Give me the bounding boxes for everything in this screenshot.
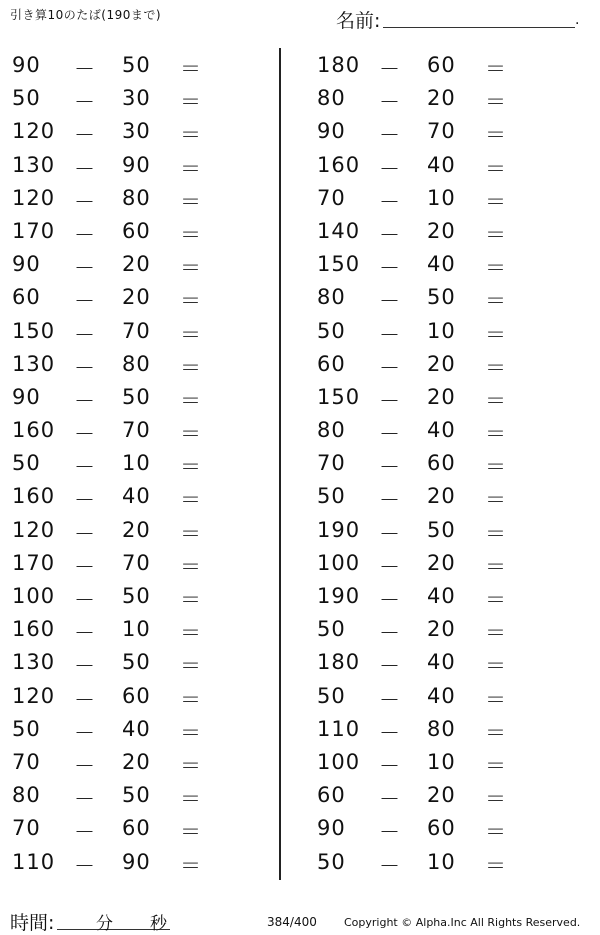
subtrahend: 50 <box>122 384 151 409</box>
subtrahend: 40 <box>427 650 456 675</box>
subtrahend: 20 <box>427 384 456 409</box>
equals-sign: ＝ <box>485 256 507 281</box>
minuend: 50 <box>317 484 346 509</box>
minus-sign: － <box>74 853 96 878</box>
minus-sign: － <box>379 355 401 380</box>
minuend: 170 <box>12 218 56 243</box>
equals-sign: ＝ <box>485 687 507 712</box>
minus-sign: － <box>74 787 96 812</box>
equals-sign: ＝ <box>180 322 202 347</box>
minus-sign: － <box>379 720 401 745</box>
minus-sign: － <box>379 853 401 878</box>
minuend: 60 <box>317 783 346 808</box>
equals-sign: ＝ <box>485 90 507 115</box>
subtrahend: 40 <box>122 716 151 741</box>
subtrahend: 40 <box>427 252 456 277</box>
minus-sign: － <box>74 322 96 347</box>
equals-sign: ＝ <box>180 488 202 513</box>
minus-sign: － <box>74 57 96 81</box>
equals-sign: ＝ <box>485 488 507 513</box>
subtrahend: 60 <box>427 53 456 77</box>
equals-sign: ＝ <box>180 654 202 679</box>
equals-sign: ＝ <box>485 422 507 447</box>
subtrahend: 20 <box>122 252 151 277</box>
minus-sign: － <box>74 455 96 480</box>
minus-sign: － <box>379 156 401 181</box>
minus-sign: － <box>74 654 96 679</box>
minus-sign: － <box>74 521 96 546</box>
subtrahend: 50 <box>122 650 151 675</box>
subtrahend: 20 <box>122 285 151 310</box>
minuend: 180 <box>317 650 361 675</box>
minus-sign: － <box>379 787 401 812</box>
subtrahend: 20 <box>427 86 456 111</box>
minuend: 110 <box>317 716 361 741</box>
equals-sign: ＝ <box>485 820 507 845</box>
worksheet-title: 引き算10のたば(190まで) <box>10 8 162 22</box>
seconds-unit: 秒 <box>150 914 167 934</box>
page-number: 384/400 <box>267 915 317 929</box>
equals-sign: ＝ <box>485 753 507 778</box>
subtrahend: 20 <box>427 617 456 642</box>
minuend: 70 <box>12 816 41 841</box>
name-field-line[interactable] <box>383 27 575 28</box>
subtrahend: 40 <box>427 584 456 608</box>
minuend: 180 <box>317 53 361 77</box>
equals-sign: ＝ <box>180 455 202 480</box>
subtrahend: 70 <box>122 550 151 575</box>
minus-sign: － <box>379 422 401 447</box>
equals-sign: ＝ <box>180 753 202 778</box>
copyright-text: Copyright © Alpha.Inc All Rights Reserved. <box>344 916 581 929</box>
minuend: 70 <box>12 749 41 774</box>
minus-sign: － <box>379 90 401 115</box>
minus-sign: － <box>74 820 96 845</box>
minus-sign: － <box>74 189 96 214</box>
subtrahend: 20 <box>427 351 456 376</box>
subtrahend: 20 <box>427 218 456 243</box>
subtrahend: 60 <box>122 683 151 708</box>
subtrahend: 20 <box>427 550 456 575</box>
equals-sign: ＝ <box>485 554 507 579</box>
subtrahend: 60 <box>122 218 151 243</box>
minuend: 60 <box>317 351 346 376</box>
subtrahend: 30 <box>122 86 151 111</box>
minuend: 50 <box>317 849 346 874</box>
minus-sign: － <box>379 654 401 679</box>
minuend: 80 <box>317 418 346 443</box>
equals-sign: ＝ <box>180 156 202 181</box>
minuend: 90 <box>317 119 346 144</box>
equals-sign: ＝ <box>485 455 507 480</box>
minus-sign: － <box>74 355 96 380</box>
minus-sign: － <box>74 289 96 314</box>
minus-sign: － <box>379 289 401 314</box>
minus-sign: － <box>379 123 401 148</box>
subtrahend: 90 <box>122 152 151 177</box>
name-label: 名前: <box>336 10 381 32</box>
subtrahend: 10 <box>427 749 456 774</box>
subtrahend: 10 <box>122 617 151 642</box>
equals-sign: ＝ <box>485 189 507 214</box>
minus-sign: － <box>74 90 96 115</box>
subtrahend: 10 <box>427 185 456 210</box>
subtrahend: 70 <box>427 119 456 144</box>
minus-sign: － <box>74 554 96 579</box>
minutes-unit: 分 <box>96 914 113 934</box>
minuend: 190 <box>317 584 361 608</box>
minuend: 110 <box>12 849 56 874</box>
minuend: 50 <box>317 683 346 708</box>
minus-sign: － <box>379 554 401 579</box>
minus-sign: － <box>74 256 96 281</box>
equals-sign: ＝ <box>485 222 507 247</box>
equals-sign: ＝ <box>180 787 202 812</box>
equals-sign: ＝ <box>180 853 202 878</box>
minuend: 160 <box>12 418 56 443</box>
minus-sign: － <box>379 57 401 81</box>
subtrahend: 80 <box>427 716 456 741</box>
minus-sign: － <box>74 588 96 612</box>
minus-sign: － <box>379 488 401 513</box>
minuend: 160 <box>12 484 56 509</box>
minus-sign: － <box>74 123 96 148</box>
minus-sign: － <box>379 753 401 778</box>
minus-sign: － <box>74 753 96 778</box>
equals-sign: ＝ <box>180 588 202 612</box>
minuend: 60 <box>12 285 41 310</box>
minus-sign: － <box>74 621 96 646</box>
minuend: 50 <box>317 318 346 343</box>
equals-sign: ＝ <box>180 123 202 148</box>
minus-sign: － <box>379 521 401 546</box>
minuend: 100 <box>317 749 361 774</box>
equals-sign: ＝ <box>180 90 202 115</box>
minus-sign: － <box>379 256 401 281</box>
minuend: 120 <box>12 517 56 542</box>
minuend: 90 <box>12 384 41 409</box>
equals-sign: ＝ <box>180 256 202 281</box>
minus-sign: － <box>379 588 401 612</box>
minuend: 50 <box>317 617 346 642</box>
minus-sign: － <box>379 222 401 247</box>
subtrahend: 20 <box>122 749 151 774</box>
minuend: 120 <box>12 185 56 210</box>
equals-sign: ＝ <box>485 588 507 612</box>
equals-sign: ＝ <box>180 521 202 546</box>
minus-sign: － <box>379 189 401 214</box>
subtrahend: 60 <box>427 451 456 476</box>
subtrahend: 50 <box>427 285 456 310</box>
minuend: 140 <box>317 218 361 243</box>
subtrahend: 60 <box>427 816 456 841</box>
subtrahend: 80 <box>122 351 151 376</box>
equals-sign: ＝ <box>485 654 507 679</box>
minus-sign: － <box>379 621 401 646</box>
equals-sign: ＝ <box>180 189 202 214</box>
minuend: 100 <box>12 584 56 608</box>
equals-sign: ＝ <box>485 289 507 314</box>
minuend: 90 <box>12 53 41 77</box>
minus-sign: － <box>74 488 96 513</box>
minuend: 100 <box>317 550 361 575</box>
equals-sign: ＝ <box>485 521 507 546</box>
subtrahend: 10 <box>427 849 456 874</box>
equals-sign: ＝ <box>485 355 507 380</box>
equals-sign: ＝ <box>180 289 202 314</box>
equals-sign: ＝ <box>485 156 507 181</box>
minuend: 130 <box>12 650 56 675</box>
minuend: 130 <box>12 351 56 376</box>
minus-sign: － <box>74 156 96 181</box>
equals-sign: ＝ <box>180 687 202 712</box>
subtrahend: 70 <box>122 318 151 343</box>
equals-sign: ＝ <box>180 57 202 81</box>
equals-sign: ＝ <box>485 853 507 878</box>
equals-sign: ＝ <box>180 388 202 413</box>
minus-sign: － <box>379 687 401 712</box>
equals-sign: ＝ <box>180 720 202 745</box>
subtrahend: 10 <box>427 318 456 343</box>
subtrahend: 30 <box>122 119 151 144</box>
subtrahend: 20 <box>427 484 456 509</box>
subtrahend: 50 <box>427 517 456 542</box>
minus-sign: － <box>379 820 401 845</box>
minuend: 50 <box>12 451 41 476</box>
subtrahend: 40 <box>122 484 151 509</box>
minus-sign: － <box>74 720 96 745</box>
minus-sign: － <box>74 422 96 447</box>
minuend: 150 <box>12 318 56 343</box>
minuend: 190 <box>317 517 361 542</box>
minus-sign: － <box>74 222 96 247</box>
minus-sign: － <box>74 687 96 712</box>
minuend: 120 <box>12 119 56 144</box>
equals-sign: ＝ <box>180 554 202 579</box>
equals-sign: ＝ <box>180 422 202 447</box>
subtrahend: 50 <box>122 584 151 608</box>
minuend: 70 <box>317 185 346 210</box>
minuend: 150 <box>317 252 361 277</box>
equals-sign: ＝ <box>485 322 507 347</box>
equals-sign: ＝ <box>485 787 507 812</box>
minuend: 170 <box>12 550 56 575</box>
subtrahend: 80 <box>122 185 151 210</box>
minuend: 90 <box>317 816 346 841</box>
equals-sign: ＝ <box>485 123 507 148</box>
minuend: 160 <box>12 617 56 642</box>
equals-sign: ＝ <box>180 621 202 646</box>
minuend: 70 <box>317 451 346 476</box>
time-label: 時間: <box>10 912 55 934</box>
minuend: 130 <box>12 152 56 177</box>
minuend: 80 <box>12 783 41 808</box>
subtrahend: 50 <box>122 783 151 808</box>
column-divider <box>279 48 281 880</box>
subtrahend: 40 <box>427 152 456 177</box>
subtrahend: 50 <box>122 53 151 77</box>
equals-sign: ＝ <box>180 820 202 845</box>
equals-sign: ＝ <box>485 57 507 81</box>
minuend: 80 <box>317 285 346 310</box>
minuend: 50 <box>12 716 41 741</box>
minus-sign: － <box>379 322 401 347</box>
equals-sign: ＝ <box>180 355 202 380</box>
minus-sign: － <box>74 388 96 413</box>
minuend: 90 <box>12 252 41 277</box>
subtrahend: 10 <box>122 451 151 476</box>
equals-sign: ＝ <box>485 621 507 646</box>
subtrahend: 70 <box>122 418 151 443</box>
equals-sign: ＝ <box>180 222 202 247</box>
subtrahend: 20 <box>122 517 151 542</box>
minuend: 120 <box>12 683 56 708</box>
minus-sign: － <box>379 388 401 413</box>
subtrahend: 90 <box>122 849 151 874</box>
subtrahend: 60 <box>122 816 151 841</box>
subtrahend: 20 <box>427 783 456 808</box>
minuend: 150 <box>317 384 361 409</box>
subtrahend: 40 <box>427 683 456 708</box>
minuend: 160 <box>317 152 361 177</box>
minuend: 50 <box>12 86 41 111</box>
equals-sign: ＝ <box>485 720 507 745</box>
equals-sign: ＝ <box>485 388 507 413</box>
minus-sign: － <box>379 455 401 480</box>
minuend: 80 <box>317 86 346 111</box>
subtrahend: 40 <box>427 418 456 443</box>
name-field-end: . <box>575 12 580 28</box>
